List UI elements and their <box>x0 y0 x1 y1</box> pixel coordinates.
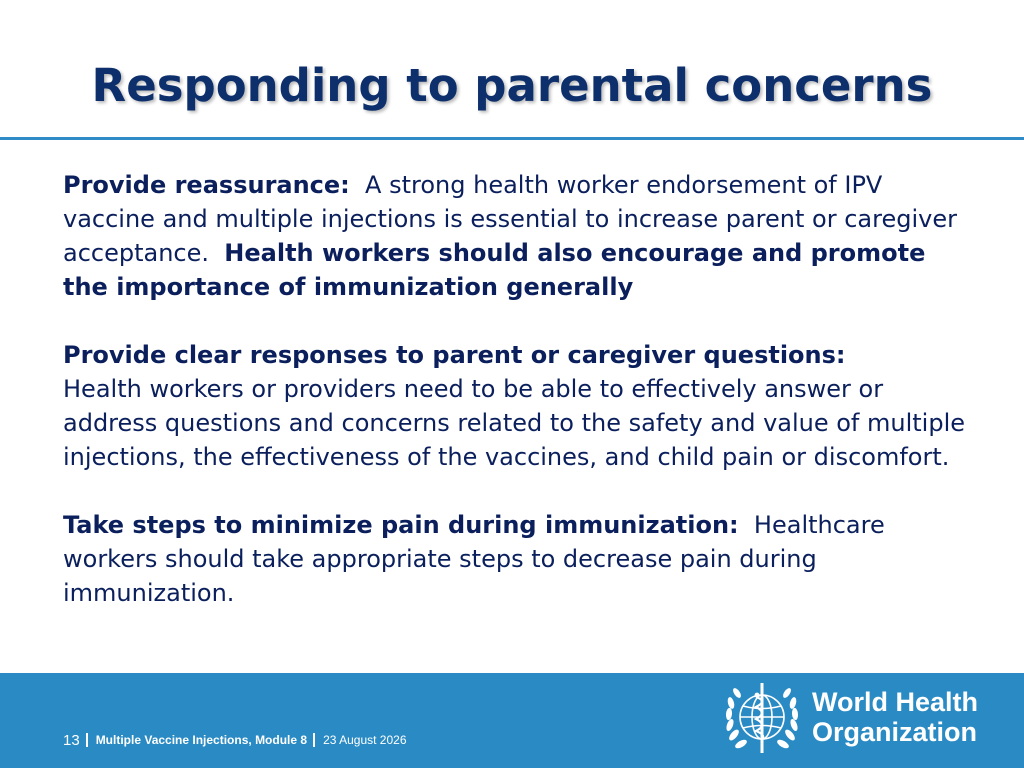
paragraph-clear-responses <box>63 338 973 474</box>
footer-meta <box>63 730 407 750</box>
slide-title: Responding to parental concerns <box>91 59 933 112</box>
paragraph-lead: Provide clear responses to parent or caregiver questions: <box>63 341 846 369</box>
paragraph-text: Health workers or providers need to be able to effectively answer or address questions and concerns related to the safety and value of multiple injections, the effectiveness of the vaccines, and child pain or discomfort. <box>63 375 966 471</box>
who-wordmark-line1: World Health <box>812 687 979 717</box>
paragraph-text: Healthcare workers should take appropriate steps to decrease pain during immunization. <box>63 511 885 607</box>
who-wordmark-line2: Organization <box>812 717 978 747</box>
footer-separator <box>86 733 88 747</box>
paragraph-minimize-pain <box>63 508 973 610</box>
module-name: Multiple Vaccine Injections, Module 8 <box>95 733 308 747</box>
paragraph-lead: Provide reassurance: <box>63 171 350 199</box>
footer-date: 23 August 2026 <box>323 733 407 747</box>
paragraph-reassurance <box>63 168 973 304</box>
paragraph-lead: Take steps to minimize pain during immunization: <box>63 511 739 539</box>
title-divider <box>0 137 1024 140</box>
page-number: 13 <box>63 731 80 749</box>
who-logo <box>720 677 980 763</box>
who-wordmark <box>812 687 978 747</box>
who-emblem-icon <box>720 677 804 761</box>
paragraph-emphasis: Health workers should also encourage and promote the importance of immunization generally <box>63 239 926 301</box>
footer-separator <box>313 733 315 747</box>
paragraph-text: A strong health worker endorsement of IPV vaccine and multiple injections is essential to increase parent or caregiver acceptance. <box>63 171 957 267</box>
slide-body <box>63 168 973 644</box>
